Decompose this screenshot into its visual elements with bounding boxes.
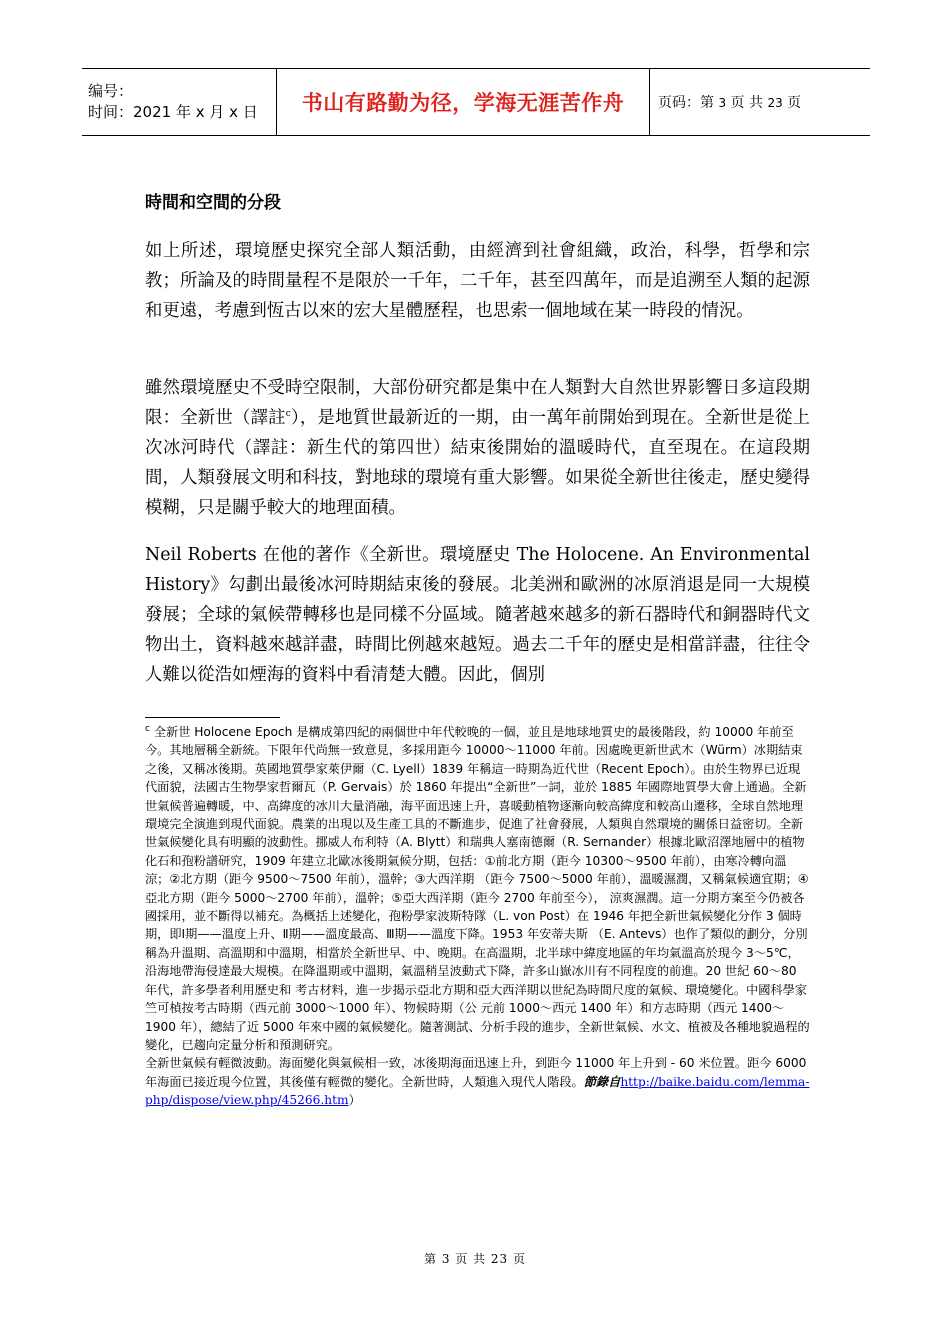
- section-heading: 時間和空間的分段: [145, 193, 281, 213]
- footnote-text-2: 全新世氣候有輕微波動。海面變化與氣候相一致，冰後期海面迅速上升，到距今 11000 年上升到 - 60 米位置。距今 6000 年海面已接近現今位置，其後僅有輕微的變化。全新世時，人類進入現代人階段。: [145, 1056, 807, 1089]
- page-number-current: 3: [718, 96, 727, 110]
- header-page-number: [650, 69, 871, 136]
- page-number-total: 23: [767, 96, 783, 110]
- paragraph-2-after: ），是地質世最新近的一期，由一萬年前開始到現在。全新世是從上次冰河時代（譯註：新生代的第四世）結束後開始的溫暖時代，直至現在。在這段期間，人類發展文明和科技，對地球的環境有重大影響。如果從全新世往後走，歷史變得模糊，只是關乎較大的地理面積。: [145, 408, 810, 518]
- footnote-separator: [145, 717, 280, 718]
- paragraph-1: 如上所述，環境歷史探究全部人類活動，由經濟到社會組織，政治，科學，哲學和宗教；所論及的時間量程不是限於一千年，二千年，甚至四萬年，而是追溯至人類的起源和更遠，考慮到恆古以來的宏大星體歷程，也思索一個地域在某一時段的情況。: [145, 241, 810, 321]
- footnote-close: ）: [348, 1093, 361, 1108]
- document-number-label: 编号：: [88, 82, 134, 100]
- page-number-middle: 页 共: [726, 95, 768, 111]
- page-number-prefix: 页码：第: [658, 95, 719, 111]
- footnote-source-link[interactable]: http://baike.baidu.com/lemma-php/dispose/view.php/45266.htm: [145, 1074, 810, 1108]
- header-meta-cell: [82, 69, 277, 136]
- page-footer: 第 3 页 共 23 页: [424, 1252, 526, 1266]
- header-motto-cell: [277, 69, 650, 136]
- footnote-paragraph-2: [145, 1054, 810, 1109]
- footnote-text-1: 全新世 Holocene Epoch 是構成第四紀的兩個世中年代較晚的一個，並且是地球地質史的最後階段，約 10000 年前至今。其地層稱全新統。下限年代尚無一致意見，多採用距今 10000～11000 年前。因處晚更新世武木（Würm）冰期結束之後，又稱冰後期。英國地質學家萊伊爾（C. Lyell）1839 年稱這一時期為近代世（Recent Epoch）。由於生物界已近現代面貌，法國古生物學家哲爾瓦（P. Gervais）於 1860 年提出“全新世”一詞，並於 1885 年國際地質學大會上通過。全新世氣候普遍轉暖，中、高緯度的冰川大量消融，海平面迅速上升，喜暖動植物逐漸向較高緯度和較高山遷移，全球自然地理環境完全演進到現代面貌。農業的出現以及生產工具的不斷進步，促進了社會發展，人類與自然環境的關係日益密切。全新世氣候變化具有明顯的波動性。挪威人布利特（A. Blytt）和瑞典人塞南德爾（R. Sernander）根據北歐沼澤地層中的植物化石和孢粉譜研究，1909 年建立北歐冰後期氣候分期，包括：①前北方期（距今 10300～9500 年前），由寒冷轉向溫涼；②北方期（距今 9500～7500 年前），溫幹；③大西洋期 （距今 7500～5000 年前），溫暖濕潤，又稱氣候適宜期；④亞北方期（距今 5000～2700 年前），溫幹；⑤亞大西洋期（距今 2700 年前至今）， 涼爽濕潤。這一分期方案至今仍被各國採用，並不斷得以補充。為概括上述變化，孢粉學家波斯特隊（L. von Post）在 1946 年把全新世氣候變化分作 3 個時期，即Ⅰ期——溫度上升、Ⅱ期——溫度最高、Ⅲ期——溫度下降。1953 年安蒂夫斯 （E. Antevs）也作了類似的劃分，分別稱為升溫期、高溫期和中溫期，相當於全新世早、中、晚期。在高溫期，北半球中緯度地區的年均氣溫高於現今 3～5℃，沿海地帶海侵達最大規模。在降溫期或中溫期，氣溫稍呈波動式下降，許多山嶽冰川有不同程度的前進。20 世紀 60～80 年代，許多學者利用歷史和 考古材料，進一步揭示亞北方期和亞大西洋期以世紀為時間尺度的氣候、環境變化。中國科學家竺可楨按考古時期（西元前 3000～1000 年）、物候時期（公 元前 1000～西元 1400 年）和方志時期（西元 1400～1900 年），總結了近 5000 年來中國的氣候變化。隨著測試、分析手段的進步，全新世氣候、水文、植被及各種地貌過程的變化，已趨向定量分析和預測研究。: [145, 725, 810, 1052]
- footnote-cite-label: 節錄自: [583, 1074, 621, 1089]
- footnote-mark: c: [145, 723, 150, 734]
- footnote-reference-c[interactable]: c: [285, 409, 291, 420]
- page-header: [82, 68, 870, 136]
- header-motto: 书山有路勤为径，学海无涯苦作舟: [301, 91, 625, 115]
- page-number-suffix: 页: [782, 95, 802, 111]
- footnote-block: [145, 723, 810, 1110]
- footnote-paragraph-1: [145, 723, 810, 1054]
- document-time-label: 时间：2021 年 x 月 x 日: [88, 103, 258, 121]
- paragraph-3: Neil Roberts 在他的著作《全新世。環境歷史 The Holocene. An Environmental History》勾劃出最後冰河時期結束後的發展。北美洲和歐洲的冰原消退是同一大規模發展；全球的氣候帶轉移也是同樣不分區域。隨著越來越多的新石器時代和銅器時代文物出土，資料越來越詳盡，時間比例越來越短。過去二千年的歷史是相當詳盡，往往令人難以從浩如煙海的資料中看清楚大體。因此，個別: [145, 545, 810, 685]
- paragraph-2-before: 雖然環境歷史不受時空限制，大部份研究都是集中在人類對大自然世界影響日多這段期限：全新世（譯註: [145, 378, 810, 428]
- paragraph-2: [145, 373, 810, 523]
